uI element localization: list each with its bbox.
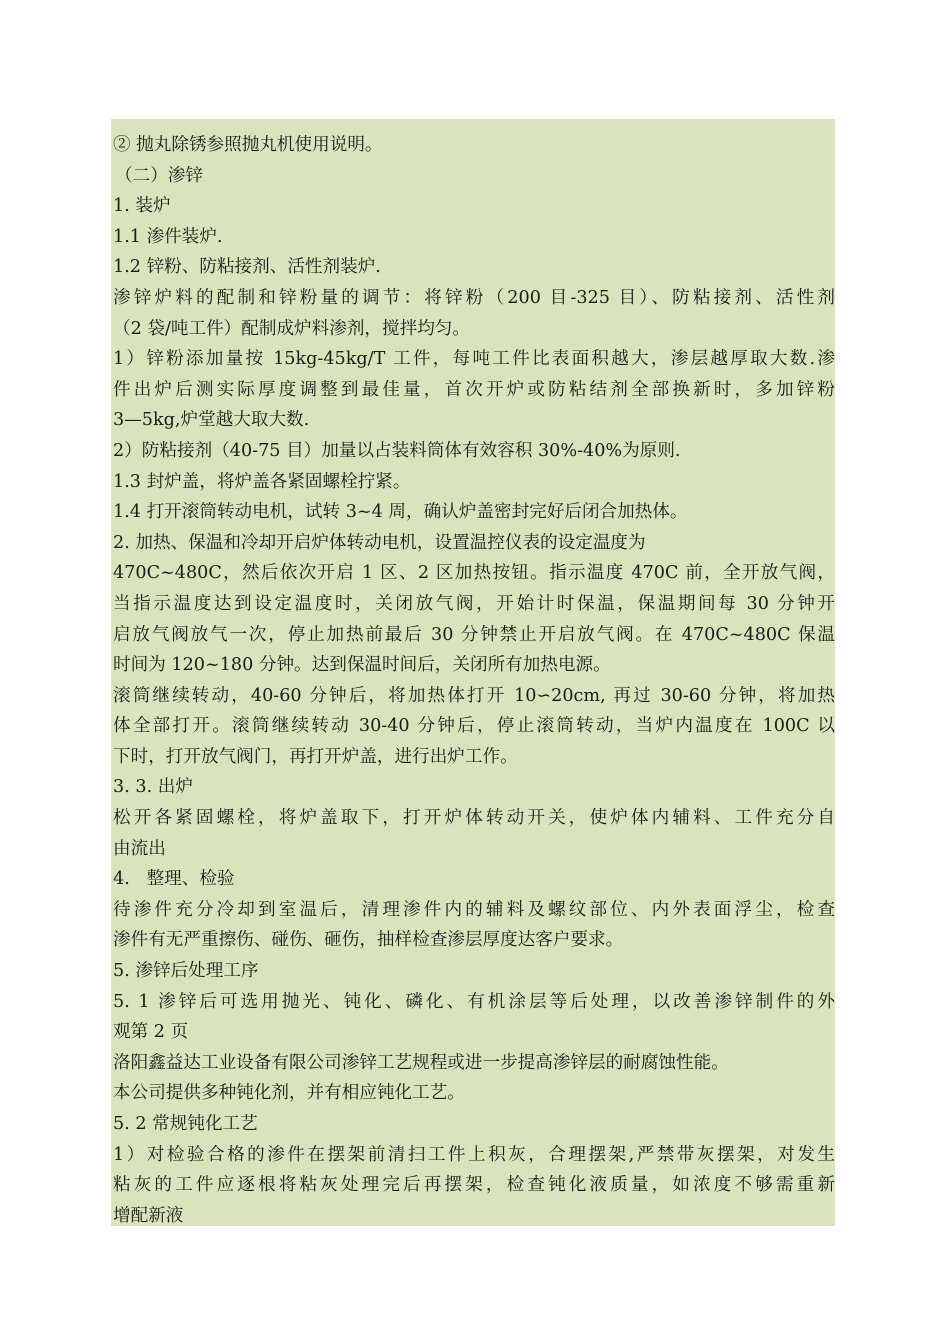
text-line: 渗锌炉料的配制和锌粉量的调节：将锌粉（200 目-325 目）、防粘接剂、活性剂 xyxy=(113,287,835,308)
text-line: 体全部打开。滚筒继续转动 30-40 分钟后，停止滚筒转动，当炉内温度在 100C 以 xyxy=(113,716,835,737)
text-line: 1.2 锌粉、防粘接剂、活性剂装炉. xyxy=(113,257,381,278)
text-line: 洛阳鑫益达工业设备有限公司渗锌工艺规程或进一步提高渗锌层的耐腐蚀性能。 xyxy=(113,1052,729,1073)
text-line: 渗件有无严重擦伤、碰伤、砸伤，抽样检查渗层厚度达客户要求。 xyxy=(113,930,624,951)
text-line: 5. 1 渗锌后可选用抛光、钝化、磷化、有机涂层等后处理，以改善渗锌制件的外 xyxy=(113,991,835,1012)
text-line: 待渗件充分冷却到室温后，清理渗件内的辅料及螺纹部位、内外表面浮尘，检查 xyxy=(113,899,835,920)
text-line: 下时，打开放气阀门，再打开炉盖，进行出炉工作。 xyxy=(113,746,518,767)
text-line: 启放气阀放气一次，停止加热前最后 30 分钟禁止开启放气阀。在 470C~480C 保温 xyxy=(113,624,835,645)
text-line: 1.3 封炉盖，将炉盖各紧固螺栓拧紧。 xyxy=(113,471,411,492)
section-heading: 5. 渗锌后处理工序 xyxy=(113,961,259,982)
text-line: 件出炉后测实际厚度调整到最佳量，首次开炉或防粘结剂全部换新时，多加锌粉 xyxy=(113,379,835,400)
text-line: 1）锌粉添加量按 15kg-45kg/T 工件，每吨工件比表面积越大，渗层越厚取大数.渗 xyxy=(113,349,835,370)
text-line: 470C~480C，然后依次开启 1 区、2 区加热按钮。指示温度 470C 前，全开放气阀， xyxy=(113,563,835,584)
section-heading: 1. 装炉 xyxy=(113,196,171,217)
text-line: （2 袋/吨工件）配制成炉料渗剂，搅拌均匀。 xyxy=(113,318,470,339)
section-heading: 4. 整理、检验 xyxy=(113,869,235,890)
section-heading: 2. 加热、保温和冷却开启炉体转动电机，设置温控仪表的设定温度为 xyxy=(113,532,646,553)
text-line: 1.1 渗件装炉. xyxy=(113,226,223,247)
text-line: 粘灰的工件应逐根将粘灰处理完后再摆架，检查钝化液质量，如浓度不够需重新 xyxy=(113,1175,835,1196)
section-heading: 5. 2 常规钝化工艺 xyxy=(113,1114,258,1134)
text-line: 1.4 打开滚筒转动电机，试转 3~4 周，确认炉盖密封完好后闭合加热体。 xyxy=(113,502,688,523)
text-line: ② 抛丸除锈参照抛丸机使用说明。 xyxy=(113,135,383,155)
text-line: 1）对检验合格的渗件在摆架前清扫工件上积灰，合理摆架,严禁带灰摆架，对发生 xyxy=(113,1144,835,1165)
text-line: 时间为 120~180 分钟。达到保温时间后，关闭所有加热电源。 xyxy=(113,655,611,676)
text-line: 2）防粘接剂（40-75 目）加量以占装料筒体有效容积 30%-40%为原则. xyxy=(113,440,681,461)
text-line: 3—5kg,炉堂越大取大数. xyxy=(113,410,310,431)
text-line: 本公司提供多种钝化剂，并有相应钝化工艺。 xyxy=(113,1083,465,1104)
text-line: 由流出 xyxy=(113,838,166,859)
page-number-text: 观第 2 页 xyxy=(113,1022,189,1043)
text-line: 松开各紧固螺栓，将炉盖取下，打开炉体转动开关，使炉体内辅料、工件充分自 xyxy=(113,808,835,829)
section-heading: （二）渗锌 xyxy=(115,165,203,186)
text-line: 滚筒继续转动，40-60 分钟后，将加热体打开 10∽20cm, 再过 30-60 分钟，将加热 xyxy=(113,685,835,706)
text-line: 增配新液 xyxy=(113,1205,184,1226)
document-body xyxy=(111,119,835,1226)
text-line: 当指示温度达到设定温度时，关闭放气阀，开始计时保温，保温期间每 30 分钟开 xyxy=(113,593,835,614)
section-heading: 3. 3. 出炉 xyxy=(113,777,193,798)
